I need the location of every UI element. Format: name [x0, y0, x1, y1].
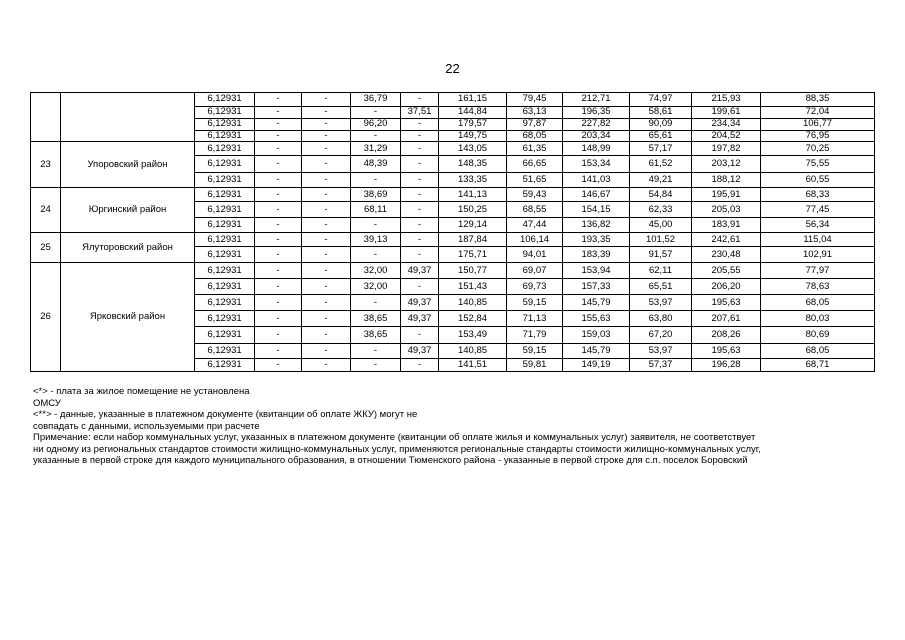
table-cell: 48,39 [351, 156, 401, 173]
district-number: 25 [31, 233, 61, 263]
table-cell: 6,12931 [195, 295, 255, 311]
table-cell: 205,55 [692, 263, 761, 279]
table-cell: - [255, 233, 302, 247]
table-cell: - [255, 247, 302, 263]
table-cell: 68,05 [761, 344, 875, 359]
table-cell: - [351, 173, 401, 188]
table-cell: 32,00 [351, 263, 401, 279]
table-cell: 62,33 [630, 202, 692, 218]
table-cell: 207,61 [692, 311, 761, 327]
district-name: Упоровский район [61, 142, 195, 188]
table-cell: 6,12931 [195, 173, 255, 188]
table-cell: - [351, 344, 401, 359]
table-cell: 68,11 [351, 202, 401, 218]
table-cell: - [351, 130, 401, 142]
table-cell: 6,12931 [195, 156, 255, 173]
table-cell: 150,25 [439, 202, 507, 218]
district-name [61, 93, 195, 142]
table-cell: 66,65 [507, 156, 563, 173]
table-cell: 153,49 [439, 327, 507, 344]
table-cell: 106,14 [507, 233, 563, 247]
table-cell: 195,63 [692, 295, 761, 311]
table-cell: 80,03 [761, 311, 875, 327]
table-cell: 36,79 [351, 93, 401, 107]
district-name: Ялуторовский район [61, 233, 195, 263]
table-cell: 49,37 [401, 311, 439, 327]
table-cell: 68,33 [761, 188, 875, 202]
footnote-line: ни одному из региональных стандартов стоимости жилищно-коммунальных услуг, применяются региональные стандарты стоимости жилищно-коммунальных услуг, [33, 443, 761, 455]
table-cell: 59,81 [507, 359, 563, 372]
district-name: Ярковский район [61, 263, 195, 372]
table-cell: 145,79 [563, 344, 630, 359]
table-cell: 155,63 [563, 311, 630, 327]
footnote-line: указанные в первой строке для каждого муниципального образования, в отношении Тюменского района - указанные в первой строке для с.п. поселок Боровский [33, 455, 748, 466]
table-cell: 146,67 [563, 188, 630, 202]
table-cell: 78,63 [761, 279, 875, 295]
table-cell: 208,26 [692, 327, 761, 344]
table-cell: - [401, 233, 439, 247]
table-cell: 49,37 [401, 295, 439, 311]
table-cell: 69,73 [507, 279, 563, 295]
table-cell: 6,12931 [195, 130, 255, 142]
table-cell: 47,44 [507, 218, 563, 233]
table-cell: 203,12 [692, 156, 761, 173]
table-cell: 90,09 [630, 118, 692, 130]
table-cell: 148,99 [563, 142, 630, 156]
table-cell: 6,12931 [195, 263, 255, 279]
table-cell: - [255, 106, 302, 118]
table-cell: 230,48 [692, 247, 761, 263]
footnote-line: <**> - данные, указанные в платежном документе (квитанции об оплате ЖКУ) могут не [33, 409, 418, 420]
table-cell: - [401, 156, 439, 173]
table-cell: - [401, 130, 439, 142]
table-cell: 6,12931 [195, 233, 255, 247]
table-row [31, 93, 875, 107]
table-cell: 6,12931 [195, 311, 255, 327]
table-cell: - [401, 93, 439, 107]
table-cell: 32,00 [351, 279, 401, 295]
table-cell: 179,57 [439, 118, 507, 130]
footnote-line: ОМСУ [33, 397, 61, 409]
table-cell: 159,03 [563, 327, 630, 344]
table-cell: 148,35 [439, 156, 507, 173]
table-cell: 141,13 [439, 188, 507, 202]
district-name: Юргинский район [61, 188, 195, 233]
table-cell: 53,97 [630, 344, 692, 359]
footnote-line: Примечание: если набор коммунальных услуг, указанных в платежном документе (квитанции об оплате жилья и коммунальных услуг) заявителя, не соответствует [33, 432, 756, 443]
table-cell: 203,34 [563, 130, 630, 142]
table-cell: 188,12 [692, 173, 761, 188]
table-cell: - [302, 93, 351, 107]
table-cell: 195,63 [692, 344, 761, 359]
table-cell: 76,95 [761, 130, 875, 142]
table-cell: 68,55 [507, 202, 563, 218]
table-cell: - [302, 263, 351, 279]
table-cell: - [255, 295, 302, 311]
table-row [31, 142, 875, 156]
table-cell: - [255, 130, 302, 142]
table-cell: 39,13 [351, 233, 401, 247]
table-cell: 65,51 [630, 279, 692, 295]
table-cell: 145,79 [563, 295, 630, 311]
table-cell: 154,15 [563, 202, 630, 218]
table-row [31, 233, 875, 247]
table-cell: - [302, 359, 351, 372]
table-cell: 58,61 [630, 106, 692, 118]
table-cell: - [401, 173, 439, 188]
table-cell: - [351, 106, 401, 118]
district-number: 26 [31, 263, 61, 372]
table-cell: 59,15 [507, 295, 563, 311]
table-cell: 234,34 [692, 118, 761, 130]
table-cell: - [255, 173, 302, 188]
table-cell: - [255, 359, 302, 372]
table-cell: 68,05 [761, 295, 875, 311]
table-cell: 38,65 [351, 311, 401, 327]
table-cell: 94,01 [507, 247, 563, 263]
table-cell: 31,29 [351, 142, 401, 156]
table-cell: - [302, 247, 351, 263]
table-cell: 161,15 [439, 93, 507, 107]
table-cell: 75,55 [761, 156, 875, 173]
table-cell: 67,20 [630, 327, 692, 344]
table-cell: 6,12931 [195, 359, 255, 372]
table-cell: 63,80 [630, 311, 692, 327]
footnote-line: <*> - плата за жилое помещение не установлена [33, 386, 250, 397]
table-cell: - [401, 247, 439, 263]
table-cell: - [255, 344, 302, 359]
table-cell: 77,97 [761, 263, 875, 279]
table-cell: 60,55 [761, 173, 875, 188]
table-cell: 53,97 [630, 295, 692, 311]
table-cell: 57,37 [630, 359, 692, 372]
table-cell: 6,12931 [195, 327, 255, 344]
table-cell: 37,51 [401, 106, 439, 118]
table-cell: 56,34 [761, 218, 875, 233]
table-cell: 6,12931 [195, 188, 255, 202]
district-number: 23 [31, 142, 61, 188]
table-cell: - [255, 118, 302, 130]
table-cell: - [302, 188, 351, 202]
table-cell: 62,11 [630, 263, 692, 279]
table-cell: 152,84 [439, 311, 507, 327]
table-cell: 38,69 [351, 188, 401, 202]
table-cell: 183,91 [692, 218, 761, 233]
table-cell: 88,35 [761, 93, 875, 107]
table-cell: 54,84 [630, 188, 692, 202]
table-cell: 6,12931 [195, 279, 255, 295]
table-cell: 77,45 [761, 202, 875, 218]
table-cell: - [401, 359, 439, 372]
table-cell: 115,04 [761, 233, 875, 247]
table-cell: - [302, 327, 351, 344]
table-cell: 212,71 [563, 93, 630, 107]
table-cell: - [401, 327, 439, 344]
table-cell: 197,82 [692, 142, 761, 156]
table-cell: 68,05 [507, 130, 563, 142]
table-cell: 91,57 [630, 247, 692, 263]
district-number [31, 93, 61, 142]
table-cell: 49,37 [401, 344, 439, 359]
table-cell: - [255, 279, 302, 295]
table-cell: - [255, 263, 302, 279]
table-cell: - [302, 311, 351, 327]
table-cell: 65,61 [630, 130, 692, 142]
table-cell: 49,37 [401, 263, 439, 279]
table-cell: - [255, 202, 302, 218]
table-cell: - [302, 156, 351, 173]
table-cell: 6,12931 [195, 247, 255, 263]
table-cell: 97,87 [507, 118, 563, 130]
table-cell: 136,82 [563, 218, 630, 233]
table-cell: 205,03 [692, 202, 761, 218]
district-number: 24 [31, 188, 61, 233]
table-cell: 133,35 [439, 173, 507, 188]
table-cell: - [401, 188, 439, 202]
table-cell: 227,82 [563, 118, 630, 130]
table-cell: 79,45 [507, 93, 563, 107]
table-cell: 149,75 [439, 130, 507, 142]
table-cell: - [302, 344, 351, 359]
table-cell: 153,94 [563, 263, 630, 279]
table-cell: 6,12931 [195, 202, 255, 218]
table-cell: 38,65 [351, 327, 401, 344]
table-cell: 59,43 [507, 188, 563, 202]
table-cell: 57,17 [630, 142, 692, 156]
table-cell: 150,77 [439, 263, 507, 279]
page-number: 22 [445, 61, 460, 76]
table-cell: - [255, 327, 302, 344]
table-cell: - [351, 295, 401, 311]
table-cell: - [401, 202, 439, 218]
table-cell: - [302, 279, 351, 295]
table-cell: - [255, 311, 302, 327]
table-cell: 74,97 [630, 93, 692, 107]
table-cell: 199,61 [692, 106, 761, 118]
table-cell: 149,19 [563, 359, 630, 372]
table-cell: - [302, 142, 351, 156]
table-cell: 140,85 [439, 295, 507, 311]
table-cell: 143,05 [439, 142, 507, 156]
table-cell: 6,12931 [195, 93, 255, 107]
table-cell: 49,21 [630, 173, 692, 188]
table-cell: 141,03 [563, 173, 630, 188]
table-cell: 144,84 [439, 106, 507, 118]
table-cell: 193,35 [563, 233, 630, 247]
table-cell: 63,13 [507, 106, 563, 118]
table-cell: 204,52 [692, 130, 761, 142]
table-cell: - [351, 218, 401, 233]
table-cell: 68,71 [761, 359, 875, 372]
table-cell: 69,07 [507, 263, 563, 279]
table-cell: 61,52 [630, 156, 692, 173]
table-cell: - [401, 118, 439, 130]
table-cell: - [302, 295, 351, 311]
table-cell: 61,35 [507, 142, 563, 156]
table-cell: 71,79 [507, 327, 563, 344]
table-cell: 6,12931 [195, 142, 255, 156]
table-cell: 157,33 [563, 279, 630, 295]
table-cell: 102,91 [761, 247, 875, 263]
table-cell: 196,28 [692, 359, 761, 372]
table-cell: 175,71 [439, 247, 507, 263]
table-cell: - [401, 279, 439, 295]
table-cell: - [302, 118, 351, 130]
table-cell: - [401, 142, 439, 156]
table-cell: 6,12931 [195, 218, 255, 233]
table-cell: 45,00 [630, 218, 692, 233]
table-cell: 129,14 [439, 218, 507, 233]
table-cell: 183,39 [563, 247, 630, 263]
table-cell: 106,77 [761, 118, 875, 130]
table-cell: - [302, 173, 351, 188]
table-cell: 140,85 [439, 344, 507, 359]
table-cell: - [255, 188, 302, 202]
table-cell: 242,61 [692, 233, 761, 247]
table-cell: 101,52 [630, 233, 692, 247]
table-cell: 151,43 [439, 279, 507, 295]
table-cell: - [255, 156, 302, 173]
housing-cost-table [30, 92, 875, 372]
table-cell: - [302, 106, 351, 118]
table-cell: - [255, 93, 302, 107]
table-cell: 153,34 [563, 156, 630, 173]
table-cell: - [255, 142, 302, 156]
table-cell: - [255, 218, 302, 233]
table-cell: - [401, 218, 439, 233]
table-cell: 6,12931 [195, 106, 255, 118]
table-cell: 80,69 [761, 327, 875, 344]
table-cell: 6,12931 [195, 344, 255, 359]
table-cell: 215,93 [692, 93, 761, 107]
table-cell: - [351, 359, 401, 372]
table-cell: 6,12931 [195, 118, 255, 130]
table-cell: 141,51 [439, 359, 507, 372]
footnote-line: совпадать с данными, используемыми при расчете [33, 420, 260, 432]
table-cell: 96,20 [351, 118, 401, 130]
table-row [31, 263, 875, 279]
table-cell: 196,35 [563, 106, 630, 118]
table-cell: 59,15 [507, 344, 563, 359]
table-body [31, 93, 875, 372]
table-cell: 51,65 [507, 173, 563, 188]
table-cell: 187,84 [439, 233, 507, 247]
table-cell: - [302, 130, 351, 142]
table-cell: 70,25 [761, 142, 875, 156]
table-cell: 72,04 [761, 106, 875, 118]
table-cell: - [302, 233, 351, 247]
footnotes [33, 386, 873, 467]
table-cell: - [302, 218, 351, 233]
table-cell: 195,91 [692, 188, 761, 202]
table-cell: - [351, 247, 401, 263]
table-cell: 71,13 [507, 311, 563, 327]
table-row [31, 188, 875, 202]
table-cell: 206,20 [692, 279, 761, 295]
table-cell: - [302, 202, 351, 218]
